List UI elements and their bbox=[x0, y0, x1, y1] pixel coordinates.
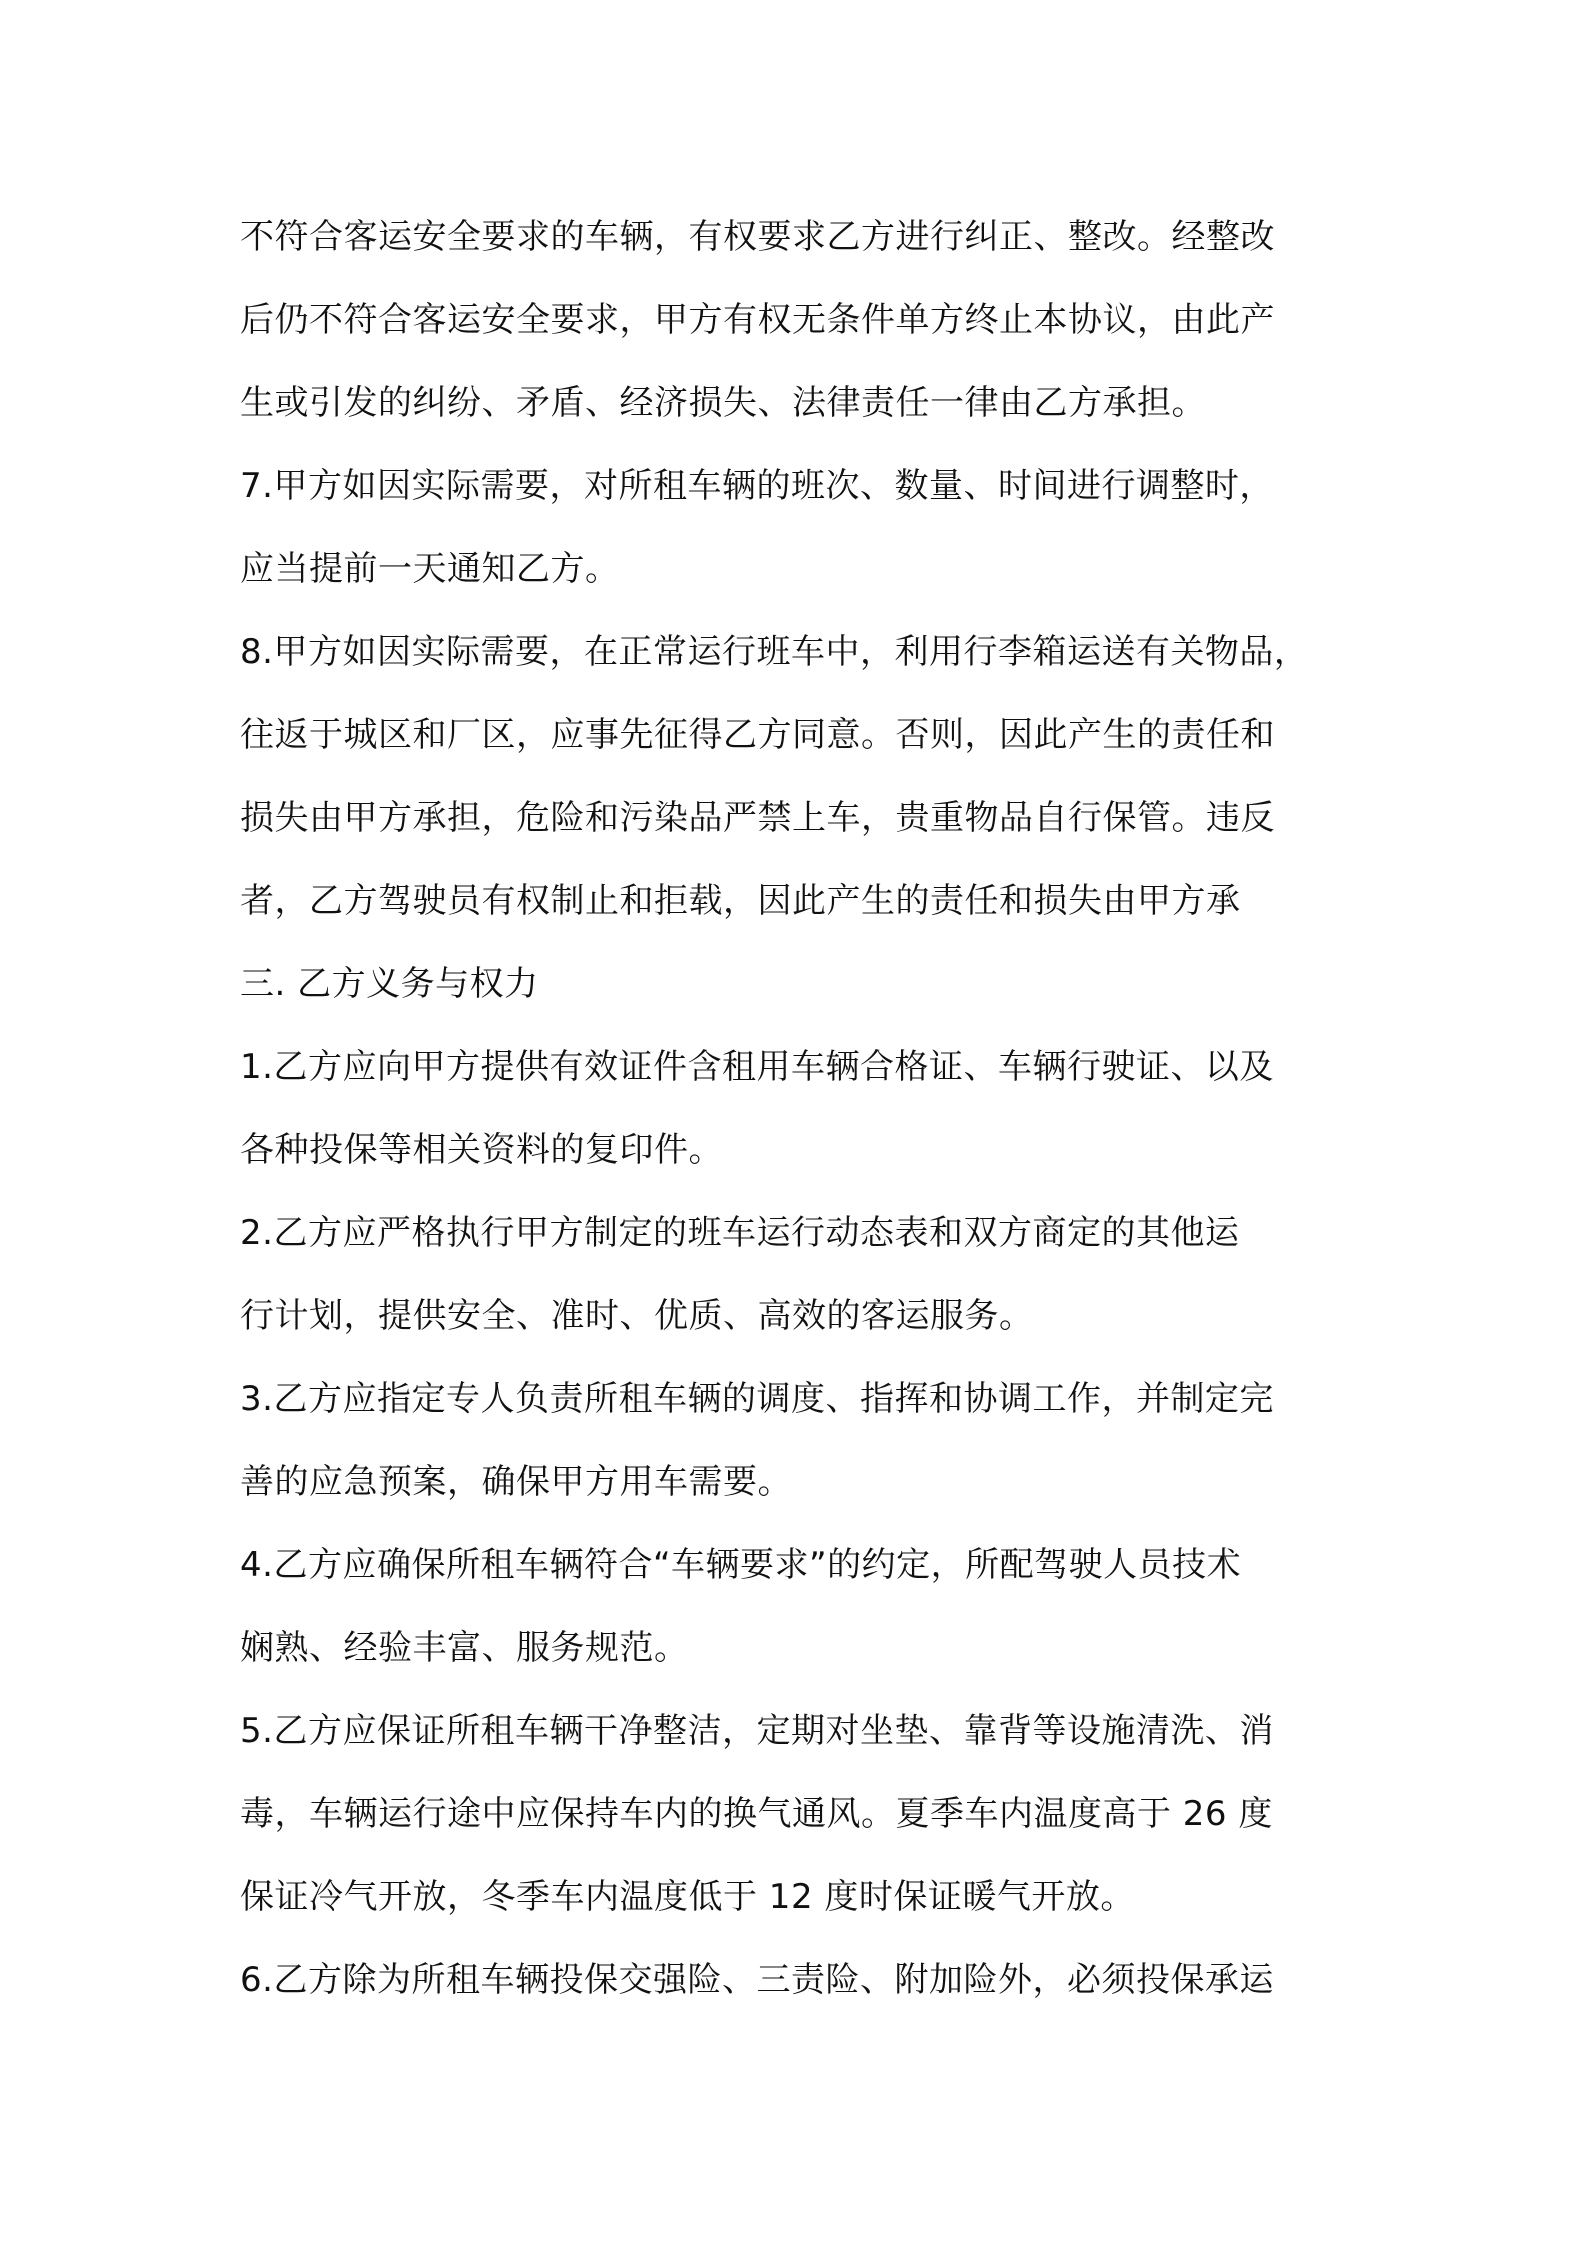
text-line: 往返于城区和厂区，应事先征得乙方同意。否则，因此产生的责任和 bbox=[240, 715, 1275, 755]
text-line: 保证冷气开放，冬季车内温度低于 12 度时保证暖气开放。 bbox=[240, 1877, 1135, 1917]
text-line: 后仍不符合客运安全要求，甲方有权无条件单方终止本协议，由此产 bbox=[240, 300, 1275, 340]
text-line: 5.乙方应保证所租车辆干净整洁，定期对坐垫、靠背等设施清洗、消 bbox=[240, 1711, 1274, 1751]
text-line: 娴熟、经验丰富、服务规范。 bbox=[240, 1628, 689, 1668]
document-body bbox=[240, 196, 1360, 2022]
text-line: 各种投保等相关资料的复印件。 bbox=[240, 1130, 723, 1170]
text-line: 善的应急预案，确保甲方用车需要。 bbox=[240, 1462, 792, 1502]
text-line: 7.甲方如因实际需要，对所租车辆的班次、数量、时间进行调整时， bbox=[240, 466, 1274, 506]
text-line: 8.甲方如因实际需要，在正常运行班车中，利用行李箱运送有关物品， bbox=[240, 632, 1309, 672]
text-line: 不符合客运安全要求的车辆，有权要求乙方进行纠正、整改。经整改 bbox=[240, 217, 1275, 257]
text-line: 生或引发的纠纷、矛盾、经济损失、法律责任一律由乙方承担。 bbox=[240, 383, 1206, 423]
text-line: 4.乙方应确保所租车辆符合“车辆要求”的约定，所配驾驶人员技术 bbox=[240, 1545, 1242, 1585]
text-line: 行计划，提供安全、准时、优质、高效的客运服务。 bbox=[240, 1296, 1034, 1336]
text-line: 损失由甲方承担，危险和污染品严禁上车，贵重物品自行保管。违反 bbox=[240, 798, 1275, 838]
text-line: 者，乙方驾驶员有权制止和拒载，因此产生的责任和损失由甲方承 bbox=[240, 881, 1241, 921]
text-line: 6.乙方除为所租车辆投保交强险、三责险、附加险外，必须投保承运 bbox=[240, 1960, 1274, 2000]
text-line: 3.乙方应指定专人负责所租车辆的调度、指挥和协调工作，并制定完 bbox=[240, 1379, 1274, 1419]
text-line: 毒，车辆运行途中应保持车内的换气通风。夏季车内温度高于 26 度 bbox=[240, 1794, 1273, 1834]
text-line: 应当提前一天通知乙方。 bbox=[240, 549, 620, 589]
section-heading: 三. 乙方义务与权力 bbox=[240, 964, 539, 1004]
text-line: 2.乙方应严格执行甲方制定的班车运行动态表和双方商定的其他运 bbox=[240, 1213, 1240, 1253]
text-line: 1.乙方应向甲方提供有效证件含租用车辆合格证、车辆行驶证、以及 bbox=[240, 1047, 1274, 1087]
